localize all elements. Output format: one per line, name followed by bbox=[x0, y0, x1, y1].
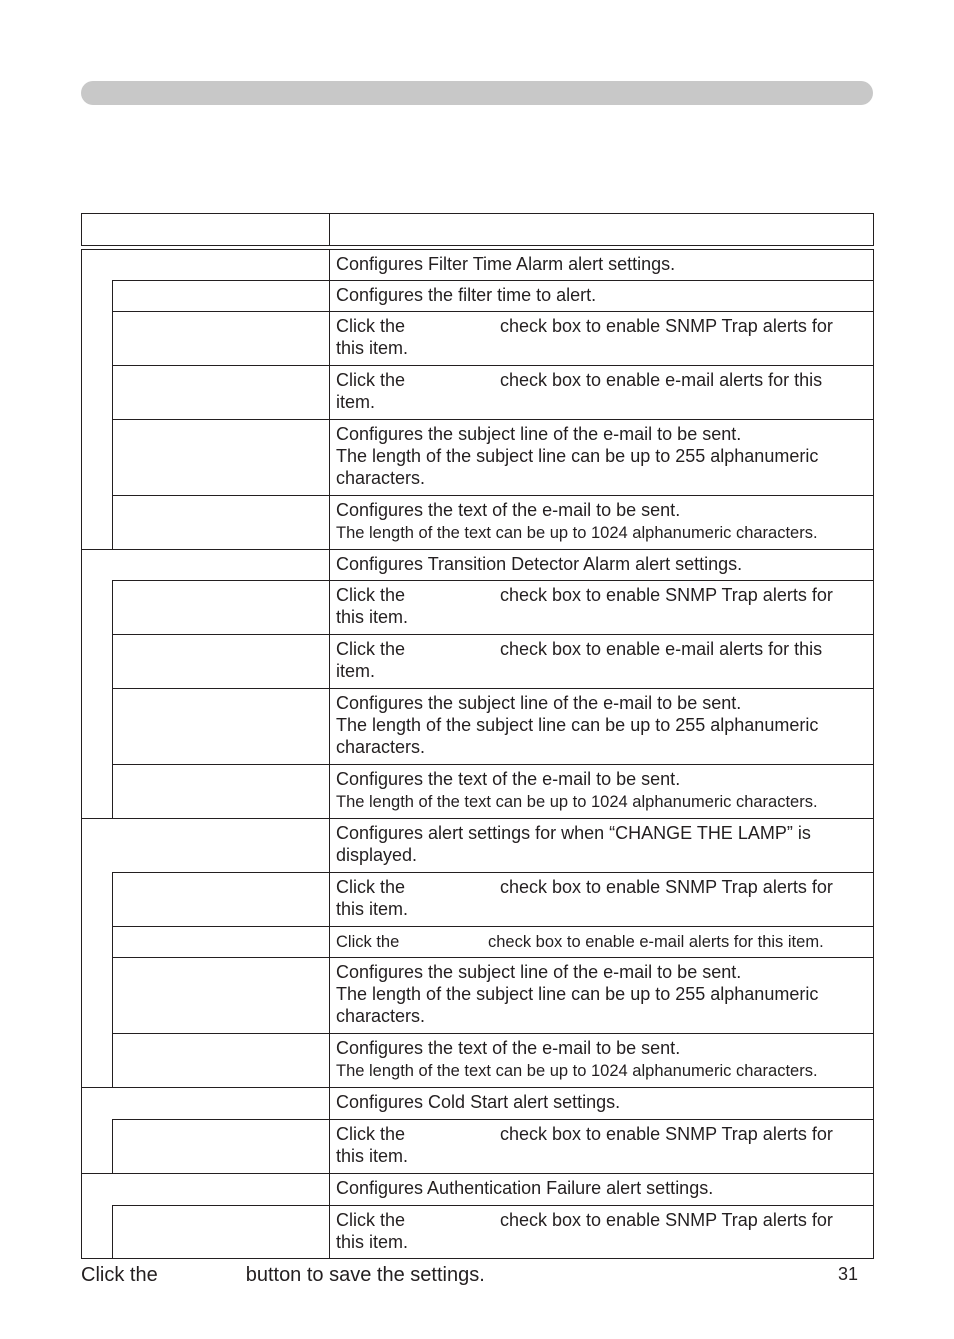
row-text-line2: this item. bbox=[336, 899, 409, 919]
row-text-line1: Configures the text of the e-mail to be sent. bbox=[336, 769, 681, 789]
row-text-line2: this item. bbox=[336, 338, 409, 358]
footer-text-post: button to save the settings. bbox=[245, 1264, 485, 1286]
row-text-line1: Configures the subject line of the e-mail to be sent. bbox=[336, 693, 742, 713]
row-text-line2: item. bbox=[336, 392, 376, 412]
table-row bbox=[81, 366, 874, 419]
table-row bbox=[81, 250, 874, 280]
row-text-pre: Click the bbox=[336, 370, 406, 390]
row-text-line1: Configures the subject line of the e-mail to be sent. bbox=[336, 962, 742, 982]
row-text-post: check box to enable SNMP Trap alerts for bbox=[500, 585, 833, 605]
row-text-pre: Click the bbox=[336, 316, 406, 336]
table-row bbox=[81, 312, 874, 365]
row-text-line2: this item. bbox=[336, 1146, 409, 1166]
row-text-line3: characters. bbox=[336, 1006, 426, 1026]
row-description: Configures the filter time to alert. bbox=[336, 285, 597, 305]
table-row bbox=[81, 873, 874, 926]
row-text-line2: this item. bbox=[336, 607, 409, 627]
page-number: 31 bbox=[838, 1264, 859, 1284]
row-text-pre: Click the bbox=[336, 1124, 406, 1144]
table-row bbox=[81, 281, 874, 311]
row-text-post: check box to enable e-mail alerts for this bbox=[500, 370, 823, 390]
table-row bbox=[81, 1088, 874, 1119]
row-text-line2: The length of the subject line can be up to 255 alphanumeric bbox=[336, 446, 819, 466]
table-row bbox=[81, 765, 874, 818]
row-text-line2: The length of the text can be up to 1024 alphanumeric characters. bbox=[336, 524, 818, 542]
row-text-line2: The length of the text can be up to 1024 alphanumeric characters. bbox=[336, 1062, 818, 1080]
row-text-line2: item. bbox=[336, 661, 376, 681]
row-text-line1: Configures the subject line of the e-mail to be sent. bbox=[336, 424, 742, 444]
row-description: Configures Transition Detector Alarm alert settings. bbox=[336, 554, 743, 574]
section-header-bar bbox=[81, 81, 873, 105]
table-header bbox=[81, 213, 874, 246]
footer-text-pre: Click the bbox=[81, 1264, 158, 1286]
table-row bbox=[81, 496, 874, 549]
table-row bbox=[81, 1034, 874, 1087]
row-text-pre: Click the bbox=[336, 877, 406, 897]
row-text-post: check box to enable SNMP Trap alerts for bbox=[500, 316, 833, 336]
row-text-pre: Click the bbox=[336, 585, 406, 605]
table-row bbox=[81, 635, 874, 688]
table-row bbox=[81, 1120, 874, 1173]
row-text-line2: The length of the text can be up to 1024 alphanumeric characters. bbox=[336, 793, 818, 811]
row-text-pre: Click the bbox=[336, 1210, 406, 1230]
table-row bbox=[81, 581, 874, 634]
table-row bbox=[81, 420, 874, 495]
row-text-line3: characters. bbox=[336, 737, 426, 757]
table-row bbox=[81, 550, 874, 580]
row-text-line1: Configures the text of the e-mail to be sent. bbox=[336, 500, 681, 520]
row-description: Configures Cold Start alert settings. bbox=[336, 1092, 621, 1112]
table-row bbox=[81, 1206, 874, 1258]
row-text-post: check box to enable e-mail alerts for this item. bbox=[488, 933, 824, 951]
row-text-line2: The length of the subject line can be up to 255 alphanumeric bbox=[336, 984, 819, 1004]
table-row bbox=[81, 819, 874, 872]
row-text-line1: Configures alert settings for when “CHANGE THE LAMP” is bbox=[336, 823, 811, 843]
table-row bbox=[81, 927, 874, 957]
row-text-line2: this item. bbox=[336, 1232, 409, 1252]
row-text-line2: displayed. bbox=[336, 845, 418, 865]
table-row bbox=[81, 958, 874, 1033]
row-text-post: check box to enable SNMP Trap alerts for bbox=[500, 877, 833, 897]
table-row bbox=[81, 1174, 874, 1205]
footer-instruction bbox=[81, 1263, 485, 1287]
table-row bbox=[81, 689, 874, 764]
row-text-pre: Click the bbox=[336, 933, 400, 951]
row-text-post: check box to enable e-mail alerts for this bbox=[500, 639, 823, 659]
row-text-line2: The length of the subject line can be up to 255 alphanumeric bbox=[336, 715, 819, 735]
row-text-post: check box to enable SNMP Trap alerts for bbox=[500, 1124, 833, 1144]
row-text-post: check box to enable SNMP Trap alerts for bbox=[500, 1210, 833, 1230]
row-description: Configures Filter Time Alarm alert settings. bbox=[336, 254, 676, 274]
row-text-line1: Configures the text of the e-mail to be sent. bbox=[336, 1038, 681, 1058]
row-text-pre: Click the bbox=[336, 639, 406, 659]
row-text-line3: characters. bbox=[336, 468, 426, 488]
row-description: Configures Authentication Failure alert settings. bbox=[336, 1178, 714, 1198]
